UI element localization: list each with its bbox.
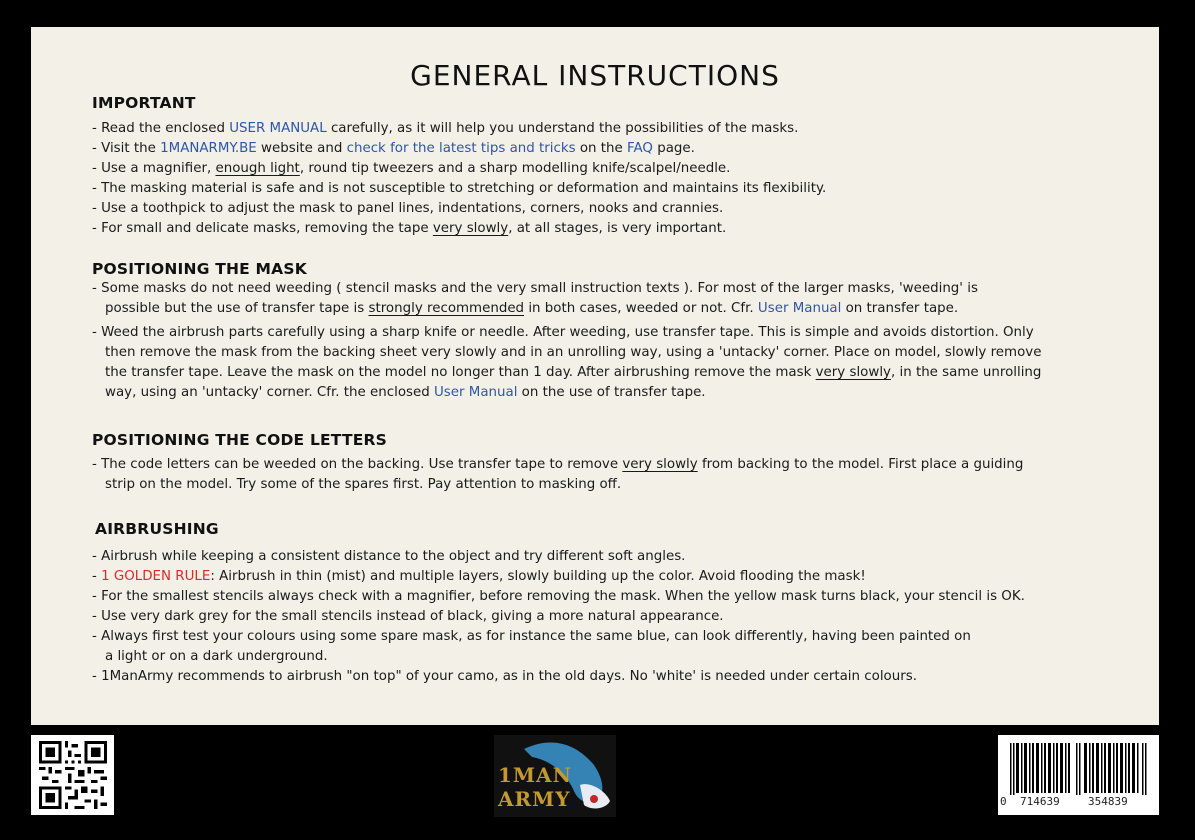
airbrush-line-2: - 1 GOLDEN RULE: Airbrush in thin (mist) and multiple layers, slowly building up the color. Avoid flooding the mask! bbox=[92, 569, 866, 584]
important-line-6: - For small and delicate masks, removing the tape very slowly, at all stages, is very important. bbox=[92, 221, 727, 236]
airbrushing-heading: AIRBRUSHING bbox=[95, 520, 219, 538]
barcode-left-digits: 714639 bbox=[1020, 795, 1060, 808]
airbrush-line-3: - For the smallest stencils always check with a magnifier, before removing the mask. When the yellow mask turns black, your stencil is OK. bbox=[92, 589, 1025, 604]
qr-code[interactable] bbox=[31, 735, 114, 815]
barcode-first-digit: 0 bbox=[1000, 795, 1007, 808]
code-line-2: strip on the model. Try some of the spares first. Pay attention to masking off. bbox=[105, 477, 622, 492]
page-title: GENERAL INSTRUCTIONS bbox=[410, 59, 780, 92]
airbrush-line-6: a light or on a dark underground. bbox=[105, 649, 328, 664]
important-line-1: - Read the enclosed USER MANUAL carefully, as it will help you understand the possibilities of the masks. bbox=[92, 121, 799, 136]
airbrush-line-7: - 1ManArmy recommends to airbrush "on top" of your camo, as in the old days. No 'white' is needed under certain colours. bbox=[92, 669, 917, 684]
important-line-5: - Use a toothpick to adjust the mask to panel lines, indentations, corners, nooks and crannies. bbox=[92, 201, 724, 216]
barcode-right-digits: 354839 bbox=[1088, 795, 1128, 808]
airbrush-line-4: - Use very dark grey for the small stencils instead of black, giving a more natural appearance. bbox=[92, 609, 724, 624]
mask-line-1: - Some masks do not need weeding ( stencil masks and the very small instruction texts ). For most of the larger masks, 'weeding' is bbox=[92, 281, 978, 296]
barcode bbox=[998, 735, 1159, 815]
mask-line-6: way, using an 'untacky' corner. Cfr. the enclosed User Manual on the use of transfer tape. bbox=[105, 385, 706, 400]
airbrush-line-5: - Always first test your colours using some spare mask, as for instance the same blue, can look differently, having been painted on bbox=[92, 629, 971, 644]
important-heading: IMPORTANT bbox=[92, 94, 196, 112]
logo-text-bottom: ARMY bbox=[498, 787, 571, 811]
faq-link[interactable]: FAQ bbox=[627, 141, 653, 156]
logo-text-top: 1MAN bbox=[498, 763, 572, 787]
mask-line-2: possible but the use of transfer tape is strongly recommended in both cases, weeded or not. Cfr. User Manual on transfer tape. bbox=[105, 301, 959, 316]
qr-code-icon bbox=[39, 741, 107, 809]
important-line-2: - Visit the 1MANARMY.BE website and check for the latest tips and tricks on the FAQ page. bbox=[92, 141, 695, 156]
barcode-bars-icon bbox=[1006, 743, 1152, 795]
mask-line-3: - Weed the airbrush parts carefully using a sharp knife or needle. After weeding, use transfer tape. This is simple and avoids distortion. Only bbox=[92, 325, 1034, 340]
important-line-3: - Use a magnifier, enough light, round tip tweezers and a sharp modelling knife/scalpel/needle. bbox=[92, 161, 731, 176]
important-line-4: - The masking material is safe and is not susceptible to stretching or deformation and maintains its flexibility. bbox=[92, 181, 827, 196]
1manarmy-logo bbox=[494, 735, 616, 817]
airbrush-line-1: - Airbrush while keeping a consistent distance to the object and try different soft angles. bbox=[92, 549, 686, 564]
website-link[interactable]: 1MANARMY.BE bbox=[160, 141, 257, 156]
code-line-1: - The code letters can be weeded on the backing. Use transfer tape to remove very slowly from backing to the model. First place a guiding bbox=[92, 457, 1024, 472]
mask-line-5: the transfer tape. Leave the mask on the model no longer than 1 day. After airbrushing remove the mask very slowly, in the same unrolling bbox=[105, 365, 1042, 380]
instruction-sheet bbox=[31, 27, 1159, 725]
positioning-mask-heading: POSITIONING THE MASK bbox=[92, 260, 307, 278]
code-letters-heading: POSITIONING THE CODE LETTERS bbox=[92, 431, 387, 449]
tips-link[interactable]: check for the latest tips and tricks bbox=[346, 141, 576, 156]
mask-line-4: then remove the mask from the backing sheet very slowly and in an unrolling way, using a 'untacky' corner. Place on model, slowly remove bbox=[105, 345, 1042, 360]
